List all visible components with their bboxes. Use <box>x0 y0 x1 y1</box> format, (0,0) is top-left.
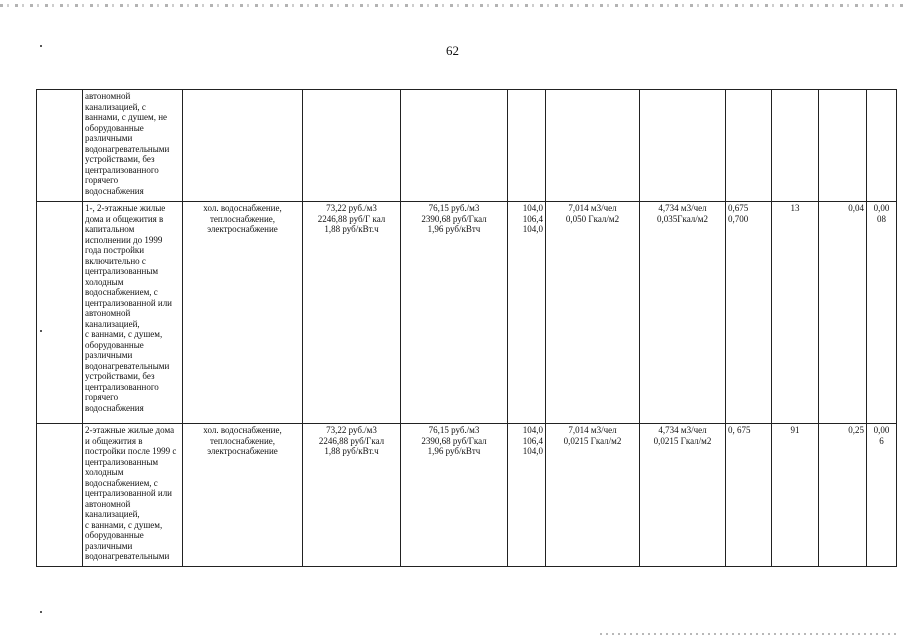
tariff-b-cell <box>401 90 508 202</box>
description-cell: 2-этажные жилые дома и общежития в постройки после 1999 с централизованным холодным водоснабжением, с централизованной или автономной канализацией, с ваннами, с душем, оборудованные различными водонагревательными <box>83 424 183 567</box>
col11-cell <box>867 90 897 202</box>
norm-b-cell: 4,734 м3/чел 0,0215 Гкал/м2 <box>640 424 726 567</box>
col10-cell <box>819 90 867 202</box>
col9-cell: 13 <box>772 202 819 424</box>
tariff-b-cell: 76,15 руб./м3 2390,68 руб/Гкал 1,96 руб/кВтч <box>401 424 508 567</box>
services-cell: хол. водоснабжение, теплоснабжение, электроснабжение <box>183 424 303 567</box>
norm-a-cell: 7,014 м3/чел 0,050 Гкал/м2 <box>546 202 640 424</box>
tariff-a-cell: 73,22 руб./м3 2246,88 руб/Г кал 1,88 руб/кВт.ч <box>303 202 401 424</box>
scan-dot <box>40 611 42 613</box>
index-cell <box>508 90 546 202</box>
table-row <box>37 424 897 567</box>
description-cell: 1-, 2-этажные жилые дома и общежития в капитальном исполнении до 1999 года постройки включительно с централизованным холодным водоснабжением, с централизованной или автономной канализацией, с ваннами, с душем, оборудованные различными водонагревательными устройствами, без централизованного горячего водоснабжения <box>83 202 183 424</box>
row-number-cell <box>37 424 83 567</box>
table-row <box>37 90 897 202</box>
col9-cell: 91 <box>772 424 819 567</box>
col10-cell: 0,25 <box>819 424 867 567</box>
services-cell <box>183 90 303 202</box>
row-number-cell <box>37 202 83 424</box>
tariff-table <box>36 89 897 567</box>
description-cell: автономной канализацией, с ваннами, с душем, не оборудованные различными водонагревательными устройствами, без централизованного горячего водоснабжения <box>83 90 183 202</box>
bottom-rule <box>36 566 893 567</box>
row-number-cell <box>37 90 83 202</box>
table-row <box>37 202 897 424</box>
scan-artifact-bottom <box>600 633 900 635</box>
index-cell: 104,0 106,4 104,0 <box>508 424 546 567</box>
col11-cell: 0,00 08 <box>867 202 897 424</box>
col10-cell: 0,04 <box>819 202 867 424</box>
coef-cell: 0,675 0,700 <box>726 202 772 424</box>
col11-cell: 0,00 6 <box>867 424 897 567</box>
coef-cell <box>726 90 772 202</box>
services-cell: хол. водоснабжение, теплоснабжение, электроснабжение <box>183 202 303 424</box>
page-number: 62 <box>446 43 459 58</box>
tariff-a-cell <box>303 90 401 202</box>
col9-cell <box>772 90 819 202</box>
coef-cell: 0, 675 <box>726 424 772 567</box>
index-cell: 104,0 106,4 104,0 <box>508 202 546 424</box>
scan-artifact-top <box>0 4 905 7</box>
norm-b-cell <box>640 90 726 202</box>
norm-a-cell: 7,014 м3/чел 0,0215 Гкал/м2 <box>546 424 640 567</box>
tariff-a-cell: 73,22 руб./м3 2246,88 руб/Гкал 1,88 руб/кВт.ч <box>303 424 401 567</box>
norm-a-cell <box>546 90 640 202</box>
norm-b-cell: 4,734 м3/чел 0,035Гкал/м2 <box>640 202 726 424</box>
tariff-b-cell: 76,15 руб./м3 2390,68 руб/Гкал 1,96 руб/кВтч <box>401 202 508 424</box>
